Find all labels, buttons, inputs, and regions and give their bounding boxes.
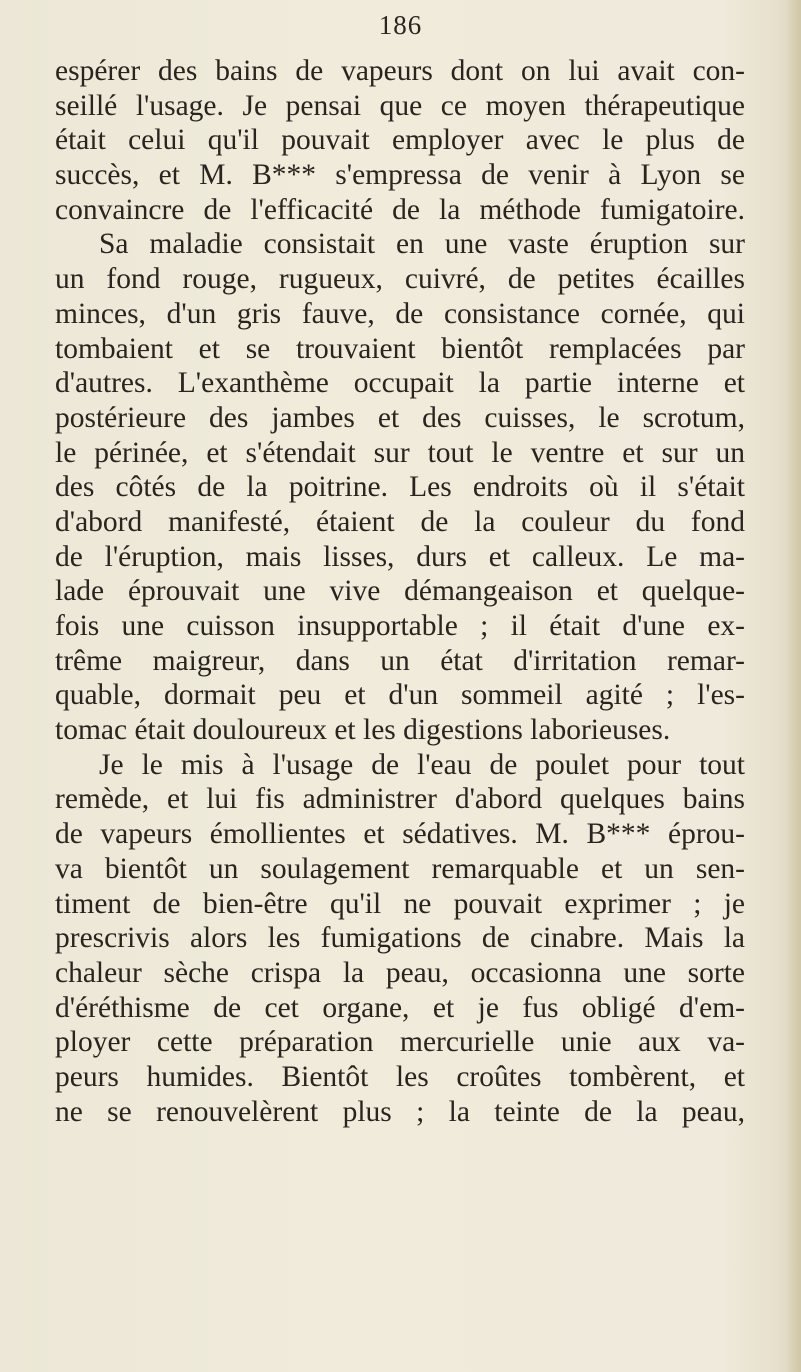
text-line: le périnée, et s'étendait sur tout le ventre et sur un (55, 436, 745, 469)
text-line: convaincre de l'efficacité de la méthode fumigatoire. (55, 193, 745, 226)
text-line: espérer des bains de vapeurs dont on lui avait con- (55, 55, 745, 87)
text-line: Sa maladie consistait en une vaste éruption sur (99, 228, 745, 261)
page-edge (787, 0, 801, 1372)
text-line: chaleur sèche crispa la peau, occasionna une sorte (55, 956, 745, 989)
text-line: tomac était douloureux et les digestions laborieuses. (55, 714, 671, 747)
text-line: ployer cette préparation mercurielle unie aux va- (55, 1026, 745, 1059)
text-line: d'autres. L'exanthème occupait la partie interne et (55, 367, 745, 400)
page-number: 186 (378, 10, 423, 40)
text-line: postérieure des jambes et des cuisses, le scrotum, (55, 401, 745, 434)
text-line: tombaient et se trouvaient bientôt remplacées par (55, 332, 745, 365)
text-line: timent de bien-être qu'il ne pouvait exprimer ; je (55, 887, 745, 920)
body-text (55, 54, 745, 1129)
text-line: minces, d'un gris fauve, de consistance cornée, qui (55, 297, 745, 330)
text-line: prescrivis alors les fumigations de cinabre. Mais la (55, 922, 745, 955)
text-line: des côtés de la poitrine. Les endroits où il s'était (55, 471, 745, 504)
text-line: va bientôt un soulagement remarquable et un sen- (55, 852, 745, 885)
text-line: seillé l'usage. Je pensai que ce moyen thérapeutique (55, 89, 745, 122)
text-line: était celui qu'il pouvait employer avec le plus de (55, 124, 745, 157)
text-line: ne se renouvelèrent plus ; la teinte de la peau, (55, 1095, 745, 1128)
text-line: lade éprouvait une vive démangeaison et quelque- (55, 575, 745, 608)
text-line: d'éréthisme de cet organe, et je fus obligé d'em- (55, 991, 745, 1024)
text-line: trême maigreur, dans un état d'irritation remar- (55, 644, 745, 677)
text-line: d'abord manifesté, étaient de la couleur du fond (55, 505, 745, 538)
text-line: quable, dormait peu et d'un sommeil agité ; l'es- (55, 679, 745, 712)
text-line: remède, et lui fis administrer d'abord quelques bains (55, 783, 745, 816)
text-line: un fond rouge, rugueux, cuivré, de petites écailles (55, 263, 745, 296)
text-line: peurs humides. Bientôt les croûtes tombèrent, et (55, 1060, 745, 1093)
text-line: Je le mis à l'usage de l'eau de poulet pour tout (99, 748, 745, 781)
text-line: de vapeurs émollientes et sédatives. M. B*** éprou- (55, 818, 745, 851)
text-line: fois une cuisson insupportable ; il était d'une ex- (55, 610, 745, 642)
text-line: succès, et M. B*** s'empressa de venir à Lyon se (55, 159, 745, 192)
text-line: de l'éruption, mais lisses, durs et calleux. Le ma- (55, 540, 745, 573)
